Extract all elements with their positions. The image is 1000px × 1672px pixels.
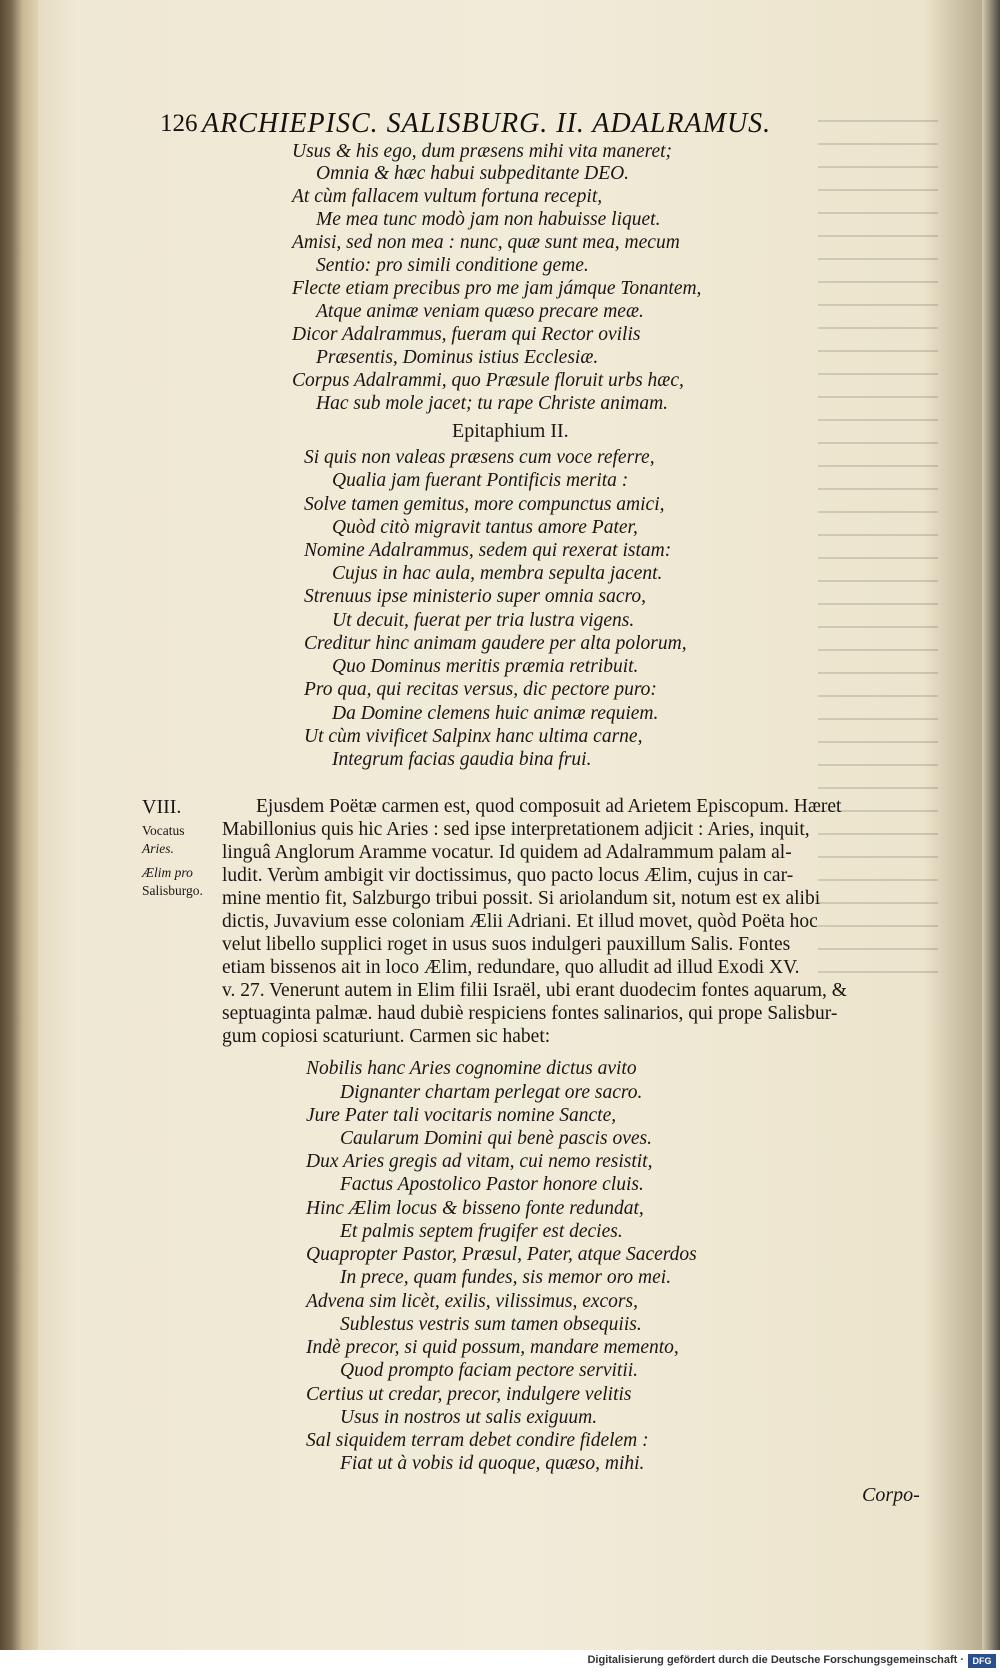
verse-line: Ut decuit, fuerat per tria lustra vigens. [332,610,635,631]
verse-line: Quapropter Pastor, Præsul, Pater, atque Sacerdos [306,1244,697,1265]
verse-line: Amisi, sed non mea : nunc, quæ sunt mea, mecum [292,232,680,253]
verse-line: Cujus in hac aula, membra sepulta jacent. [332,563,663,584]
verse-line: Usus & his ego, dum præsens mihi vita maneret; [292,141,673,162]
prose-line: v. 27. Venerunt autem in Elim filii Israël, ubi erant duodecim fontes aquarum, & [222,980,847,1001]
verse-line: Solve tamen gemitus, more compunctus amici, [304,494,665,515]
verse-line: Atque animæ veniam quæso precare meæ. [316,301,644,322]
page-header [160,108,900,142]
verse-line: Usus in nostros ut salis exiguum. [340,1407,598,1428]
verse-line: Integrum facias gaudia bina frui. [332,749,592,770]
prose-line: etiam bissenos ait in loco Ælim, redundare, quo alludit ad illud Exodi XV. [222,957,800,978]
prose-line: Mabillonius quis hic Aries : sed ipse interpretationem adjicit : Aries, inquit, [222,819,810,840]
verse-line: Dignanter chartam perlegat ore sacro. [340,1082,643,1103]
verse-line: Nobilis hanc Aries cognomine dictus avito [306,1058,637,1079]
catchword: Corpo- [862,1484,920,1506]
verse-line: Corpus Adalrammi, quo Præsule floruit urbs hæc, [292,370,684,391]
verse-line: Et palmis septem frugifer est decies. [340,1221,623,1242]
verse-line: Ut cùm vivificet Salpinx hanc ultima carne, [304,726,643,747]
verse-line: Nomine Adalrammus, sedem qui rexerat istam: [304,540,672,561]
prose-line: mine mentio fit, Salzburgo tribui possit. Si ariolandum sit, notum est ex alibi [222,888,821,909]
prose-line: ludit. Verùm ambigit vir doctissimus, quo pacto locus Ælim, cujus in car- [222,865,794,886]
prose-line: linguâ Anglorum Aramme vocatur. Id quidem ad Adalrammum palam al- [222,842,792,863]
verse-line: Caularum Domini qui benè pascis oves. [340,1128,652,1149]
funding-credit: Digitalisierung gefördert durch die Deutsche Forschungsgemeinschaft · [587,1654,964,1666]
prose-line: gum copiosi scaturiunt. Carmen sic habet: [222,1026,551,1047]
verse-line: Dux Aries gregis ad vitam, cui nemo resistit, [306,1151,653,1172]
verse-line: Sentio: pro simili conditione geme. [316,255,589,276]
verse-line: Me mea tunc modò jam non habuisse liquet. [316,209,661,230]
section-number: VIII. [142,796,182,818]
verse-line: Fiat ut à vobis id quoque, quæso, mihi. [340,1453,645,1474]
verse-line: Advena sim licèt, exilis, vilissimus, excors, [306,1291,638,1312]
show-through-text [818,120,938,980]
marginal-note: Salisburgo. [142,883,203,898]
verse-line: Sal siquidem terram debet condire fidelem : [306,1430,649,1451]
verse-line: Strenuus ipse ministerio super omnia sacro, [304,586,646,607]
verse-line: Certius ut credar, precor, indulgere velitis [306,1384,632,1405]
verse-line: Quod prompto faciam pectore servitii. [340,1360,639,1381]
verse-line: Præsentis, Dominus istius Ecclesiæ. [316,347,599,368]
dfg-logo: DFG [968,1654,996,1668]
epitaph-heading: Epitaphium II. [452,420,569,442]
prose-line: dictis, Juvavium esse coloniam Ælii Adriani. Et illud movet, quòd Poëta hoc [222,911,818,932]
verse-line: Flecte etiam precibus pro me jam jámque Tonantem, [292,278,702,299]
verse-line: Quòd citò migravit tantus amore Pater, [332,517,638,538]
verse-line: Jure Pater tali vocitaris nomine Sancte, [306,1105,617,1126]
verse-line: Dicor Adalrammus, fueram qui Rector ovilis [292,324,641,345]
verse-line: Sublestus vestris sum tamen obsequiis. [340,1314,642,1335]
marginal-note: Ælim pro [142,865,193,880]
verse-line: Qualia jam fuerant Pontificis merita : [332,470,629,491]
verse-line: Hinc Ælim locus & bisseno fonte redundat, [306,1198,644,1219]
verse-line: Da Domine clemens huic animæ requiem. [332,703,659,724]
book-spine [0,0,38,1650]
verse-line: In prece, quam fundes, sis memor oro mei. [340,1267,672,1288]
verse-line: Pro qua, qui recitas versus, dic pectore puro: [304,679,657,700]
footer-bar [0,1650,1000,1672]
verse-line: Quo Dominus meritis præmia retribuit. [332,656,639,677]
prose-line: velut libello supplici roget in usus suos indulgeri pauxillum Salis. Fontes [222,934,791,955]
page-edge-shadow [982,0,1000,1650]
verse-line: Hac sub mole jacet; tu rape Christe animam. [316,393,669,414]
prose-line: septuaginta palmæ. haud dubiè respiciens fontes salinarios, qui prope Salisbur- [222,1003,838,1024]
marginal-note: Aries. [142,841,174,856]
verse-line: Si quis non valeas præsens cum voce referre, [304,447,655,468]
marginal-note: Vocatus [142,823,185,838]
prose-line: Ejusdem Poëtæ carmen est, quod composuit ad Arietem Episcopum. Hæret [256,796,842,817]
verse-line: Omnia & hæc habui subpeditante DEO. [316,163,630,184]
page-number: 126 [160,110,198,137]
verse-line: Factus Apostolico Pastor honore cluis. [340,1174,644,1195]
verse-line: Indè precor, si quid possum, mandare memento, [306,1337,679,1358]
verse-line: At cùm fallacem vultum fortuna recepit, [292,186,603,207]
running-head: ARCHIEPISC. SALISBURG. II. ADALRAMUS. [202,108,772,139]
verse-line: Creditur hinc animam gaudere per alta polorum, [304,633,687,654]
